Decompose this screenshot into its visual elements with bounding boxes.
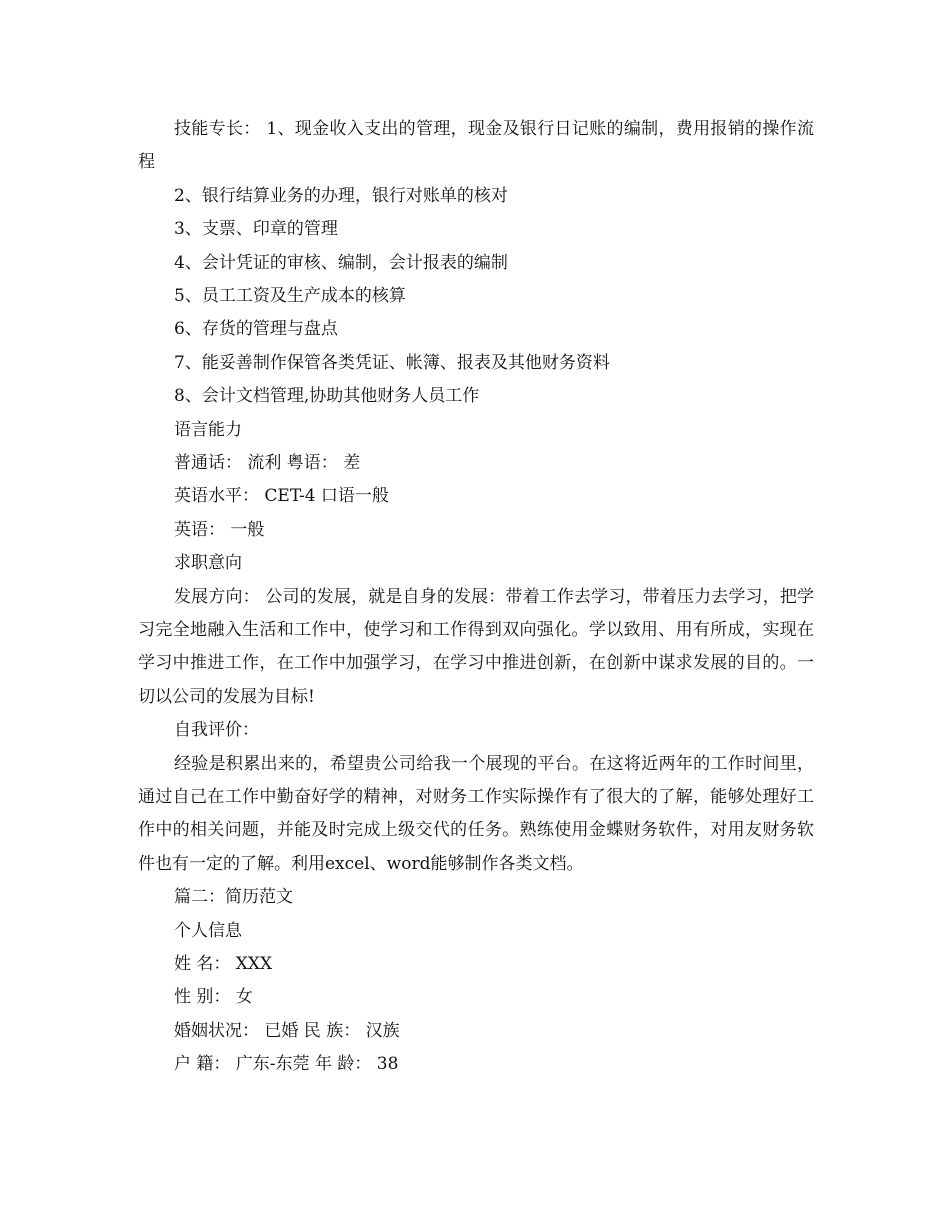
skill-item-6: 6、存货的管理与盘点 (174, 319, 338, 340)
self-eval-paragraph: 经验是积累出来的，希望贵公司给我一个展现的平台。在这将近两年的工作时间里，通过自己在工作中勤奋好学的精神，对财务工作实际操作有了很大的了解，能够处理好工作中的相关问题，并能及时完成上级交代的任务。熟练使用金蝶财务软件，对用友财务软件也有一定的了解。利用excel、word能够制作各类文档。 (138, 753, 814, 874)
skills-paragraph: 技能专长： 1、现金收入支出的管理，现金及银行日记账的编制，费用报销的操作流程 (138, 119, 814, 173)
english-level-line: 英语水平： CET-4 口语一般 (174, 486, 389, 507)
language-heading: 语言能力 (174, 419, 242, 440)
marital-line: 婚姻状况： 已婚 民 族： 汉族 (174, 1020, 400, 1041)
skill-item-8: 8、会计文档管理,协助其他财务人员工作 (174, 386, 480, 407)
development-paragraph: 发展方向： 公司的发展，就是自身的发展：带着工作去学习，带着压力去学习，把学习完全地融入生活和工作中，使学习和工作得到双向强化。学以致用、用有所成，实现在学习中推进工作，在工作中加强学习，在学习中推进创新，在创新中谋求发展的目的。一切以公司的发展为目标! (138, 586, 814, 707)
job-heading: 求职意向 (174, 553, 242, 574)
personal-info-heading: 个人信息 (174, 920, 242, 941)
skill-item-2: 2、银行结算业务的办理，银行对账单的核对 (174, 185, 508, 206)
gender-line: 性 别： 女 (174, 987, 253, 1008)
name-line: 姓 名： XXX (174, 953, 273, 974)
document-body (138, 113, 814, 1081)
hukou-line: 户 籍： 广东-东莞 年 龄： 38 (174, 1054, 399, 1075)
self-eval-heading: 自我评价： (174, 720, 259, 741)
mandarin-line: 普通话： 流利 粤语： 差 (174, 452, 361, 473)
english-line: 英语： 一般 (174, 519, 265, 540)
skill-item-5: 5、员工工资及生产成本的核算 (174, 285, 406, 306)
skill-item-3: 3、支票、印章的管理 (174, 219, 338, 240)
part2-heading: 篇二：简历范文 (174, 887, 293, 908)
skill-item-7: 7、能妥善制作保管各类凭证、帐簿、报表及其他财务资料 (174, 352, 610, 373)
skill-item-4: 4、会计凭证的审核、编制，会计报表的编制 (174, 252, 508, 273)
